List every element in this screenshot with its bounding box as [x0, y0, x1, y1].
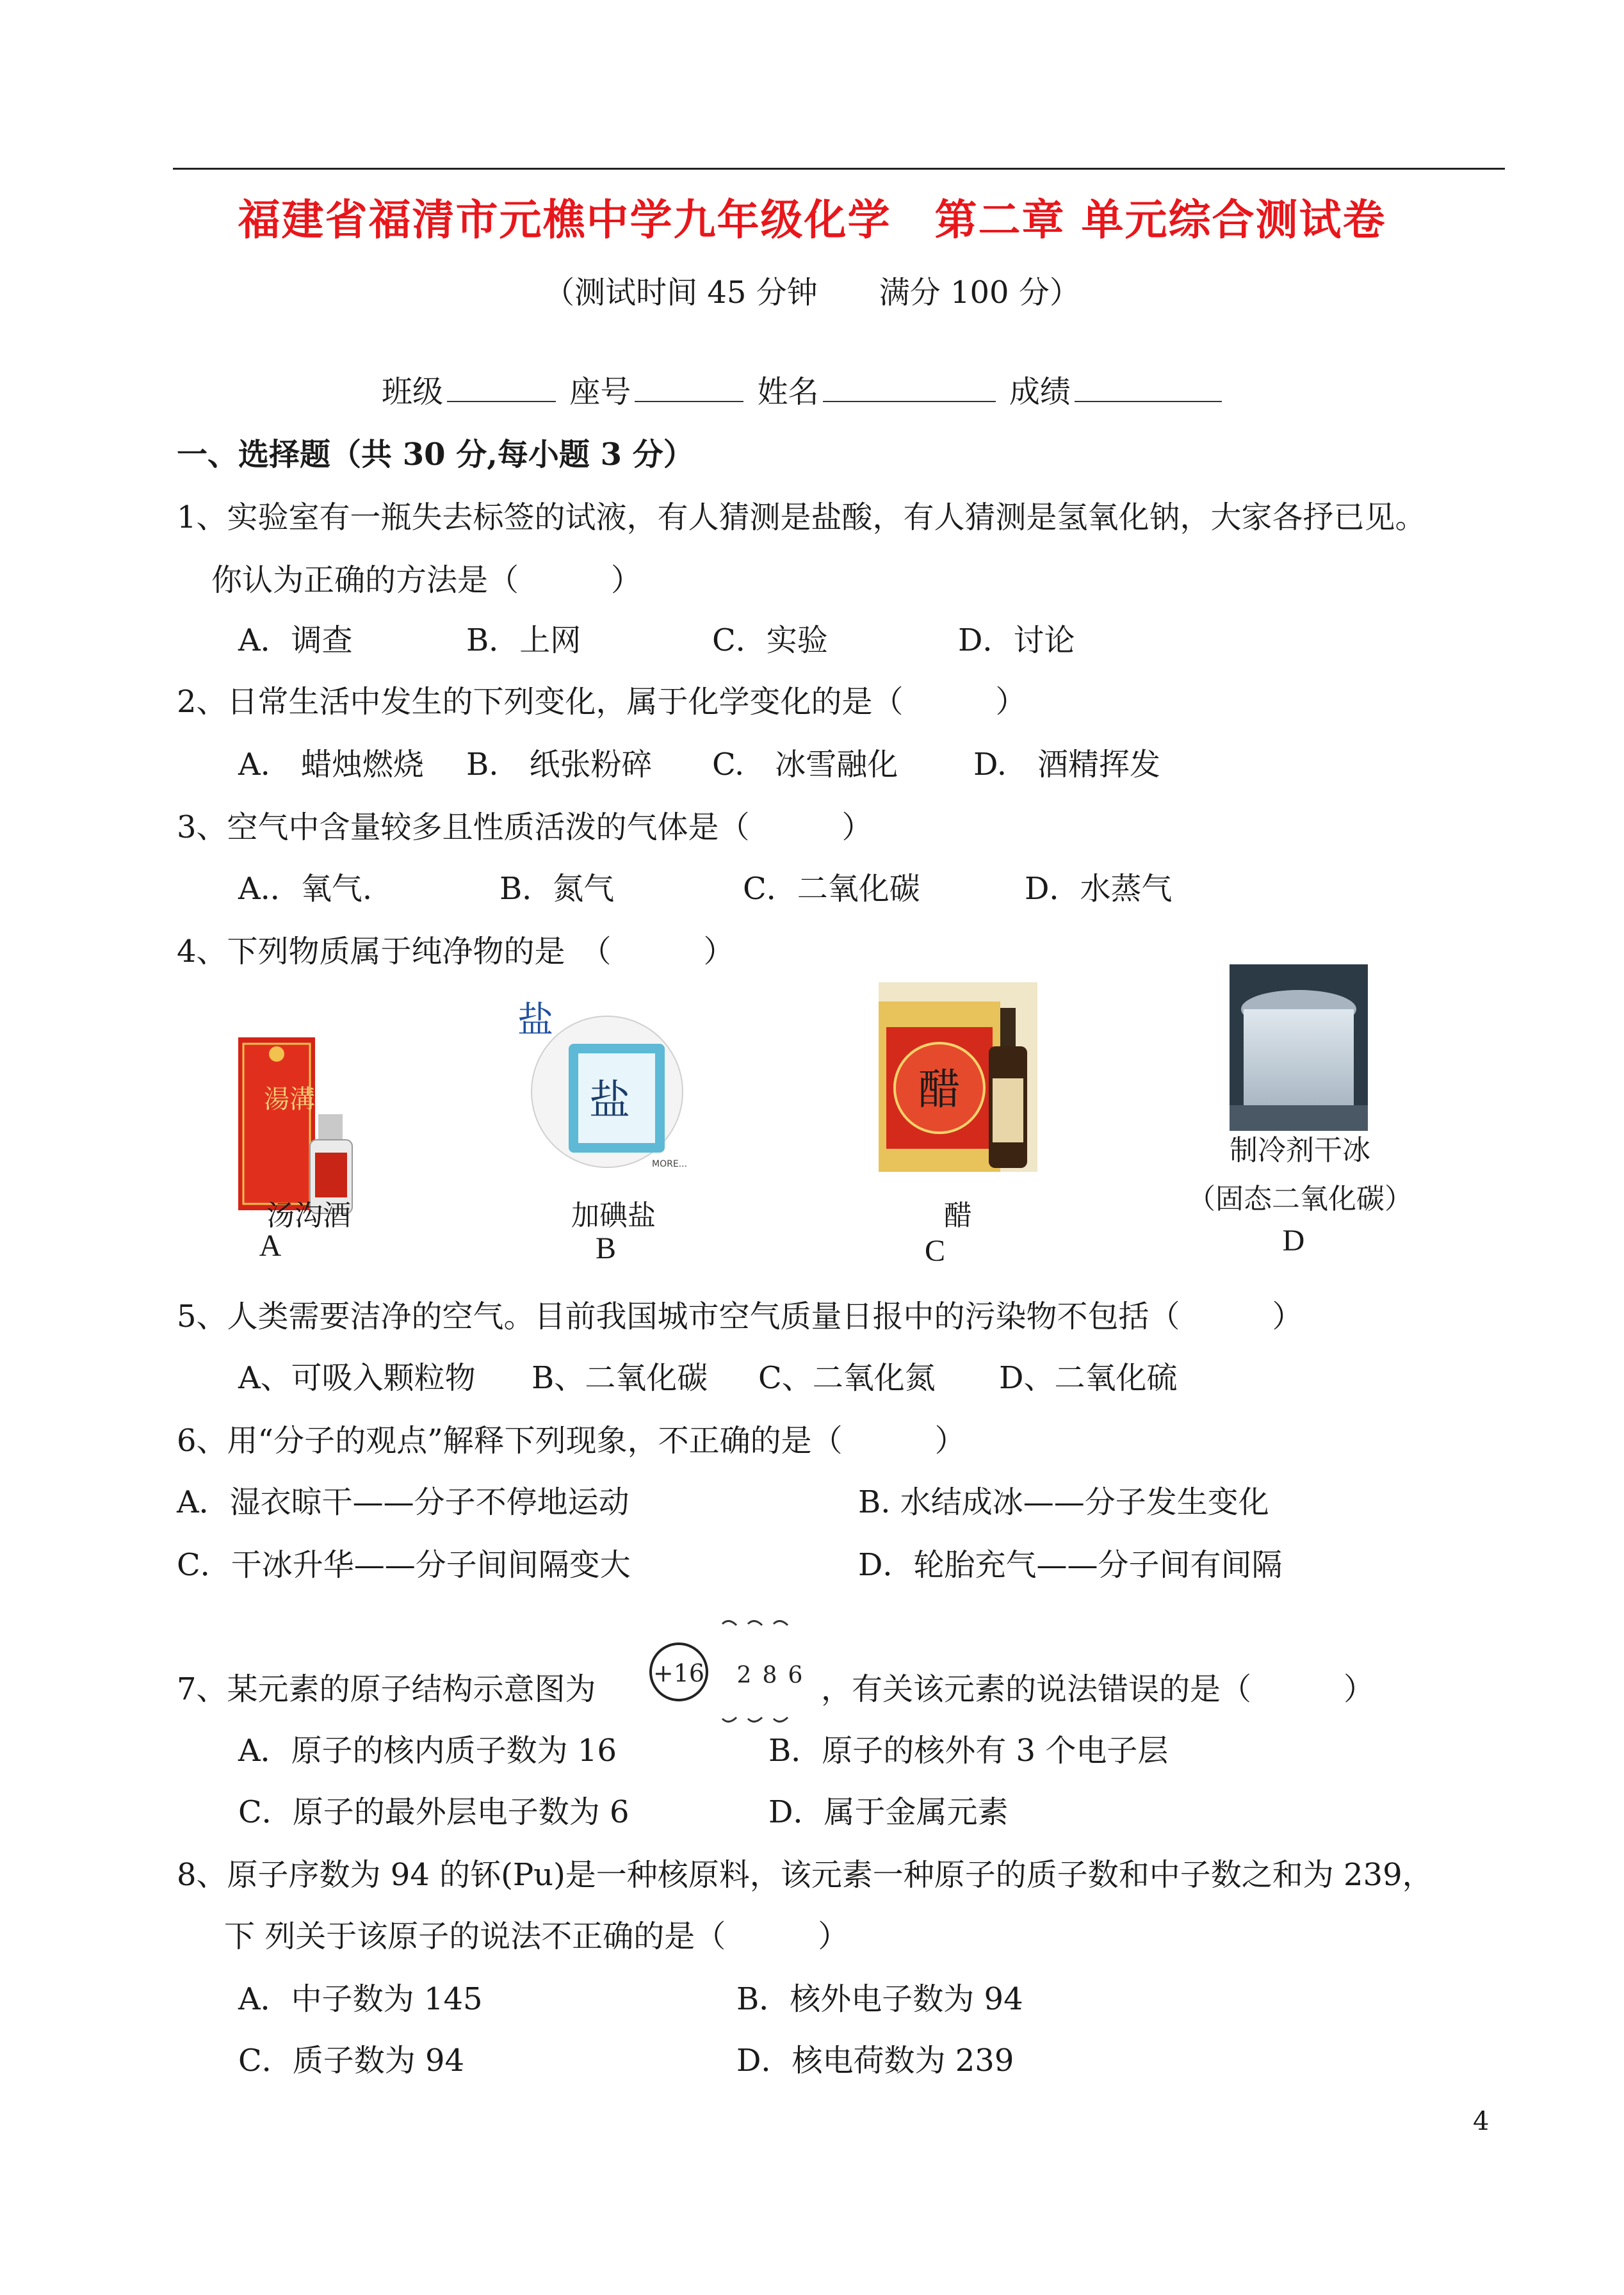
q2-option-d[interactable]: D. 酒精挥发	[973, 747, 1161, 783]
caption-d-sub: （固态二氧化碳）	[1187, 1183, 1413, 1215]
letter-d[interactable]: D	[1282, 1224, 1305, 1258]
question-8-stem: 8、原子序数为 94 的钚(Pu)是一种核原料，该元素一种原子的质子数和中子数之和为 239，	[177, 1857, 1433, 1893]
page-subtitle: （测试时间 45 分钟 满分 100 分）	[544, 275, 1080, 311]
caption-c: 醋	[944, 1199, 972, 1232]
question-5-stem: 5、人类需要洁净的空气。目前我国城市空气质量日报中的污染物不包括（ ）	[177, 1299, 1303, 1334]
shell-3-count: 6	[788, 1662, 803, 1689]
q3-option-a[interactable]: A.．氧气.	[238, 871, 373, 907]
q6-option-d[interactable]: D．轮胎充气——分子间有间隔	[858, 1547, 1283, 1583]
q2-option-b[interactable]: B. 纸张粉碎	[466, 747, 653, 783]
page-number: 4	[1473, 2107, 1490, 2136]
letter-c[interactable]: C	[924, 1234, 945, 1268]
iodized-salt-image[interactable]	[517, 999, 697, 1172]
q5-option-a[interactable]: A、可吸入颗粒物	[238, 1360, 476, 1396]
q7-option-b[interactable]: B．原子的核外有 3 个电子层	[768, 1733, 1169, 1769]
q6-option-b[interactable]: B. 水结成冰——分子发生变化	[858, 1484, 1269, 1520]
question-1-stem2: 你认为正确的方法是（ ）	[211, 562, 642, 598]
q7-option-c[interactable]: C．原子的最外层电子数为 6	[238, 1794, 629, 1830]
page-title: 福建省福清市元樵中学九年级化学 第二章 单元综合测试卷	[238, 195, 1386, 245]
q3-option-c[interactable]: C．二氧化碳	[743, 871, 920, 907]
atomic-structure-diagram	[647, 1611, 820, 1733]
student-info-line	[382, 373, 1226, 411]
section-heading: 一、选择题（共 30 分,每小题 3 分）	[177, 437, 694, 473]
q8-option-c[interactable]: C．质子数为 94	[238, 2043, 465, 2079]
q8-option-a[interactable]: A．中子数为 145	[238, 1981, 483, 2017]
name-label: 姓名	[757, 374, 819, 410]
svg-text:盐: 盐	[589, 1077, 630, 1124]
q8-option-d[interactable]: D．核电荷数为 239	[736, 2043, 1014, 2079]
q1-option-a[interactable]: A．调查	[238, 622, 353, 658]
q3-option-d[interactable]: D．水蒸气	[1025, 871, 1173, 907]
shell-2-count: 8	[762, 1662, 777, 1689]
q1-option-c[interactable]: C．实验	[712, 622, 828, 658]
liquor-image[interactable]	[238, 1037, 373, 1217]
question-1-stem: 1、实验室有一瓶失去标签的试液，有人猜测是盐酸，有人猜测是氢氧化钠，大家各抒已见。	[177, 499, 1426, 535]
question-7-stem-tail: ，有关该元素的说法错误的是（ ）	[821, 1671, 1375, 1707]
q5-option-c[interactable]: C、二氧化氮	[758, 1360, 936, 1396]
q7-option-a[interactable]: A．原子的核内质子数为 16	[238, 1733, 617, 1769]
score-label: 成绩	[1009, 374, 1071, 410]
score-blank[interactable]	[1075, 373, 1222, 402]
question-8-stem2: 下 列关于该原子的说法不正确的是（ ）	[224, 1918, 849, 1954]
liquor-box-text: 湯溝	[264, 1085, 315, 1114]
q6-option-c[interactable]: C．干冰升华——分子间间隔变大	[177, 1547, 631, 1583]
name-blank[interactable]	[823, 373, 996, 402]
question-2-stem: 2、日常生活中发生的下列变化，属于化学变化的是（ ）	[177, 684, 1027, 720]
caption-a: 汤沟酒	[266, 1199, 351, 1232]
q6-option-a[interactable]: A．湿衣晾干——分子不停地运动	[177, 1484, 629, 1520]
vinegar-label-text: 醋	[918, 1065, 961, 1114]
seat-blank[interactable]	[635, 373, 743, 402]
question-3-stem: 3、空气中含量较多且性质活泼的气体是（ ）	[177, 809, 873, 845]
q3-option-b[interactable]: B．氮气	[499, 871, 615, 907]
q7-option-d[interactable]: D．属于金属元素	[768, 1794, 1009, 1830]
letter-a[interactable]: A	[259, 1229, 282, 1263]
seat-label: 座号	[569, 374, 631, 410]
header-rule	[173, 168, 1505, 170]
q5-option-d[interactable]: D、二氧化硫	[999, 1360, 1178, 1396]
caption-b: 加碘盐	[571, 1199, 656, 1232]
question-7-stem: 7、某元素的原子结构示意图为	[177, 1671, 596, 1707]
salt-logo-text: 盐	[517, 1000, 553, 1041]
class-blank[interactable]	[447, 373, 556, 402]
q5-option-b[interactable]: B、二氧化碳	[532, 1360, 708, 1396]
q8-option-b[interactable]: B．核外电子数为 94	[736, 1981, 1023, 2017]
svg-text:MORE...: MORE...	[652, 1159, 688, 1169]
q2-option-a[interactable]: A. 蜡烛燃烧	[238, 747, 424, 783]
q1-option-b[interactable]: B．上网	[466, 622, 581, 658]
nucleus-label: +16	[653, 1659, 705, 1687]
shell-1-count: 2	[736, 1662, 752, 1689]
caption-d: 制冷剂干冰	[1230, 1134, 1370, 1167]
q2-option-c[interactable]: C. 冰雪融化	[712, 747, 898, 783]
question-4-stem: 4、下列物质属于纯净物的是 （ ）	[177, 934, 735, 969]
vinegar-image[interactable]	[879, 982, 1037, 1172]
question-6-stem: 6、用“分子的观点”解释下列现象，不正确的是（ ）	[177, 1423, 966, 1459]
letter-b[interactable]: B	[595, 1231, 616, 1265]
class-label: 班级	[382, 374, 444, 410]
q1-option-d[interactable]: D．讨论	[958, 622, 1075, 658]
dry-ice-image[interactable]	[1230, 964, 1368, 1131]
